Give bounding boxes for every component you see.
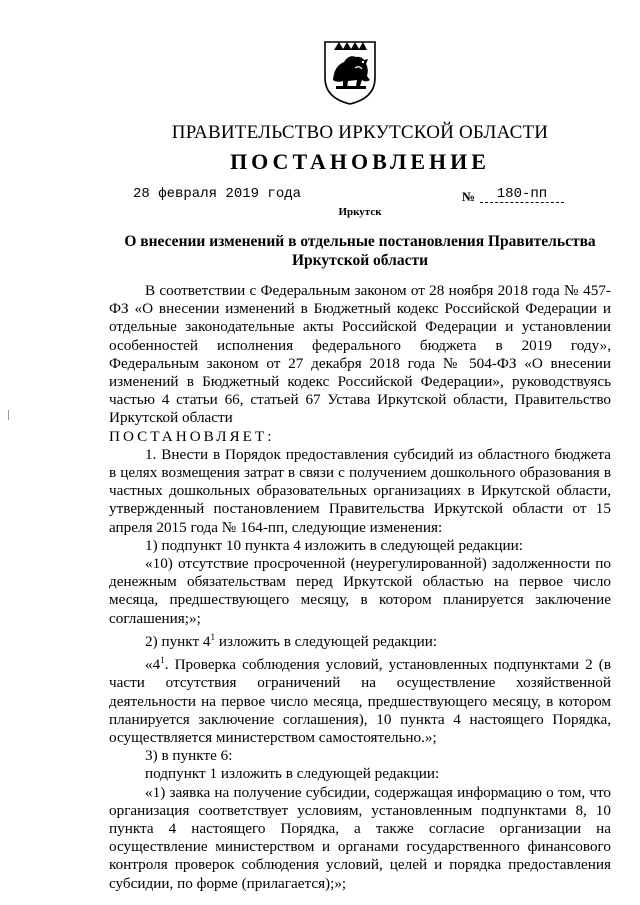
preamble-paragraph: В соответствии с Федеральным законом от 28 ноября 2018 года № 457-ФЗ «О внесении изменений в Бюджетный кодекс Российской Федерации и отдельные законодательные акты Российской Федерации и установлении особенностей исполнения федерального бюджета в 2019 году», Федеральным законом от 27 декабря 2018 года № 504-ФЗ «О внесении изменений в Бюджетный кодекс Российской Федерации», руководствуясь частью 4 статьи 66, статьей 67 Устава Иркутской области, Правительство Иркутской области [109, 282, 611, 427]
subitem-2-end: изложить в следующей редакции: [215, 632, 438, 650]
subitem-3-text: «1) заявка на получение субсидии, содержащая информацию о том, что организация соответствует условиям, установленным подпунктами 8, 10 пункта 4 настоящего Порядка, а также согласие организации на осуществление министерством и органами государственного финансового контроля проверок соблюдения условий, целей и порядка предоставления субсидии, по форме (прилагается);»; [109, 783, 611, 892]
subitem-2-text [109, 651, 611, 747]
subitem-2-text-superscript: 1 [160, 655, 165, 666]
decree-number: 180-пп [480, 186, 564, 203]
document-type: ПОСТАНОВЛЕНИЕ [230, 149, 490, 174]
government-name: ПРАВИТЕЛЬСТВО ИРКУТСКОЙ ОБЛАСТИ [171, 122, 549, 143]
number-sign: № [462, 189, 476, 204]
coat-of-arms-emblem [322, 36, 378, 106]
city-name: Иркутск [338, 206, 382, 218]
subitem-2-text-end: . Проверка соблюдения условий, установленных подпунктами 2 (в части отсутствия ограничений на осуществление хозяйственной деятельности на первое число месяца, предшествующего месяцу, в котором планируется заключение соглашения), 10 пункта 4 настоящего Порядка, осуществляется министерством самостоятельно.»; [109, 656, 611, 746]
subitem-1-text: «10) отсутствие просроченной (неурегулированной) задолженности по денежным обязательствам перед Иркутской областью на первое число месяца, предшествующего месяцу, в котором планируется заключение соглашения;»; [109, 555, 611, 627]
document-body [109, 282, 611, 893]
title-line-1: О внесении изменений в отдельные постановления Правительства [124, 233, 596, 250]
decree-date: 28 февраля 2019 года [133, 186, 302, 202]
subitem-2-start: 2) пункт 4 [145, 632, 211, 650]
resolves-heading: ПОСТАНОВЛЯЕТ: [109, 427, 275, 445]
subitem-2-superscript: 1 [210, 631, 216, 642]
subitem-3: 3) в пункте 6: [145, 747, 233, 765]
subitem-3-intro: подпункт 1 изложить в следующей редакции: [145, 765, 440, 783]
subitem-2-text-start: «4 [145, 656, 161, 674]
subitem-2 [109, 628, 611, 651]
margin-mark [8, 410, 9, 420]
title-line-2: Иркутской области [291, 252, 429, 269]
subitem-1: 1) подпункт 10 пункта 4 изложить в следующей редакции: [145, 536, 524, 554]
item-1-paragraph: 1. Внести в Порядок предоставления субсидий из областного бюджета в целях возмещения затрат в связи с получением дошкольного образования в частных дошкольных образовательных организациях в Иркутской области, утвержденный постановлением Правительства Иркутской области от 15 апреля 2015 года № 164-пп, следующие изменения: [109, 445, 611, 536]
document-title [0, 232, 640, 270]
